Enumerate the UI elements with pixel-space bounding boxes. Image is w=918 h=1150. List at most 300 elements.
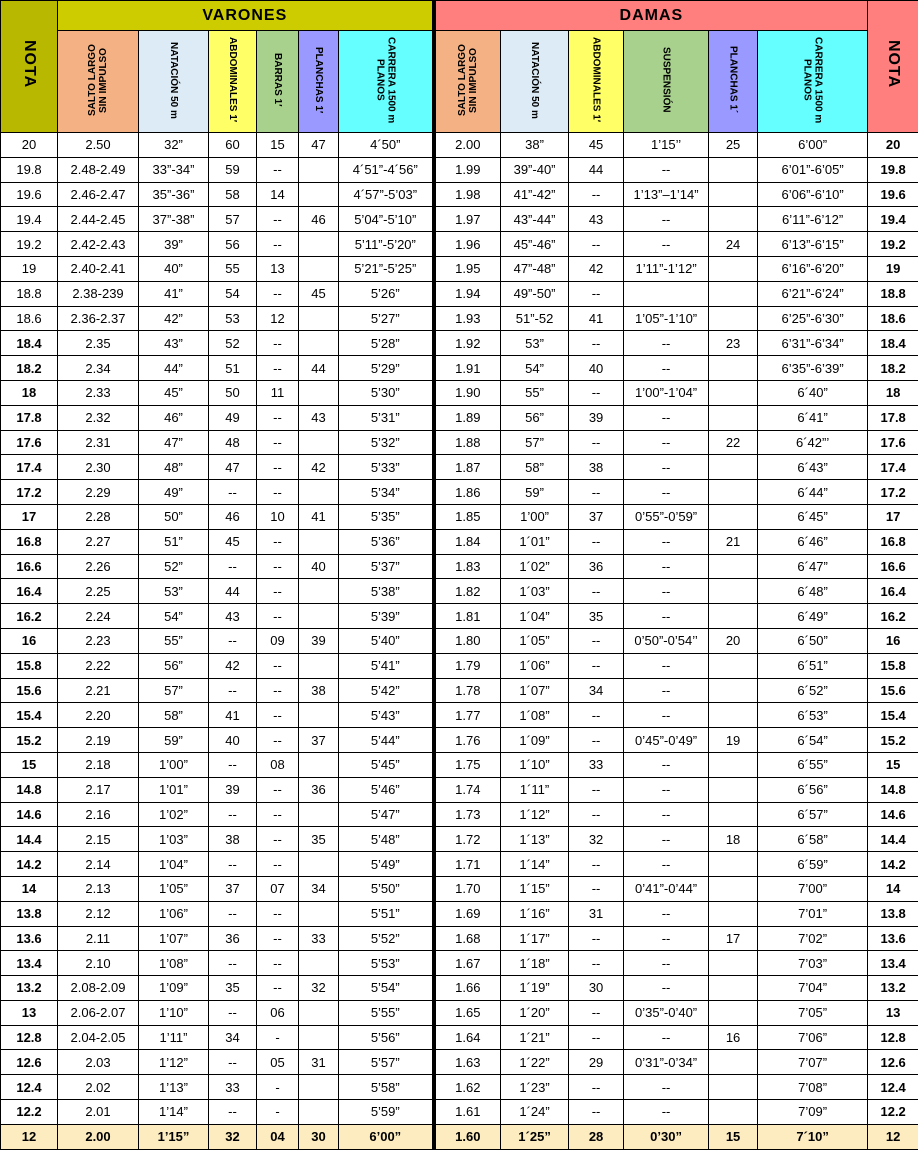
table-cell xyxy=(709,455,758,480)
table-cell: 2.42-2.43 xyxy=(58,232,139,257)
table-cell: 1´25” xyxy=(501,1124,569,1149)
nota-cell: 17.2 xyxy=(868,480,918,505)
table-cell: -- xyxy=(209,678,257,703)
table-cell: 1´18” xyxy=(501,951,569,976)
table-cell xyxy=(709,405,758,430)
table-cell: -- xyxy=(569,653,624,678)
varones-header: VARONES xyxy=(58,1,434,31)
table-cell: 2.48-2.49 xyxy=(58,157,139,182)
table-cell: 2.14 xyxy=(58,852,139,877)
nota-cell: 14 xyxy=(868,876,918,901)
table-cell: 6´45” xyxy=(758,504,868,529)
table-cell xyxy=(299,157,339,182)
nota-cell: 15.4 xyxy=(1,703,58,728)
table-cell: 04 xyxy=(257,1124,299,1149)
table-cell: -- xyxy=(569,1000,624,1025)
table-cell: 2.17 xyxy=(58,777,139,802)
table-cell xyxy=(624,281,709,306)
table-cell: 5’35” xyxy=(339,504,434,529)
table-cell: 1’15” xyxy=(139,1124,209,1149)
table-cell: 39 xyxy=(569,405,624,430)
nota-cell: 14.4 xyxy=(868,827,918,852)
table-cell: -- xyxy=(624,827,709,852)
nota-cell: 17.8 xyxy=(868,405,918,430)
table-cell: 2.16 xyxy=(58,802,139,827)
table-cell: 2.28 xyxy=(58,504,139,529)
table-cell: -- xyxy=(624,852,709,877)
nota-cell: 17 xyxy=(868,504,918,529)
nota-cell: 12.8 xyxy=(1,1025,58,1050)
table-cell: 31 xyxy=(569,901,624,926)
table-cell: 58” xyxy=(501,455,569,480)
table-cell: 2.06-2.07 xyxy=(58,1000,139,1025)
col-v-abdominales: ABDOMINALES 1′ xyxy=(209,31,257,133)
nota-cell: 13.6 xyxy=(868,926,918,951)
table-cell: 44” xyxy=(139,356,209,381)
table-cell: 19 xyxy=(709,728,758,753)
table-cell: 1.75 xyxy=(434,752,501,777)
table-cell: 2.40-2.41 xyxy=(58,256,139,281)
nota-cell: 14.6 xyxy=(868,802,918,827)
table-cell: 53 xyxy=(209,306,257,331)
table-cell xyxy=(709,480,758,505)
table-cell: -- xyxy=(257,331,299,356)
table-cell: 6’35”-6’39” xyxy=(758,356,868,381)
table-row xyxy=(1,455,918,480)
table-cell: 7’05” xyxy=(758,1000,868,1025)
table-cell: 40 xyxy=(569,356,624,381)
table-cell: 49” xyxy=(139,480,209,505)
nota-cell: 19.8 xyxy=(868,157,918,182)
table-cell xyxy=(299,604,339,629)
table-cell: 2.30 xyxy=(58,455,139,480)
table-row xyxy=(1,827,918,852)
nota-cell: 15.6 xyxy=(1,678,58,703)
table-cell: 49”-50” xyxy=(501,281,569,306)
table-cell: 2.38-239 xyxy=(58,281,139,306)
table-cell: 51”-52 xyxy=(501,306,569,331)
table-cell: 46 xyxy=(209,504,257,529)
table-cell: -- xyxy=(624,976,709,1001)
table-row xyxy=(1,926,918,951)
table-cell: 35 xyxy=(569,604,624,629)
table-cell: 7’06” xyxy=(758,1025,868,1050)
col-v-barras: BARRAS 1′ xyxy=(257,31,299,133)
table-cell: -- xyxy=(569,331,624,356)
table-cell: 1.64 xyxy=(434,1025,501,1050)
nota-cell: 17.6 xyxy=(1,430,58,455)
table-cell: -- xyxy=(257,480,299,505)
table-cell: -- xyxy=(569,728,624,753)
table-cell: 1´12” xyxy=(501,802,569,827)
table-cell: 35 xyxy=(299,827,339,852)
table-cell: 43 xyxy=(299,405,339,430)
table-cell: 1.90 xyxy=(434,380,501,405)
table-cell xyxy=(299,802,339,827)
nota-cell: 12.2 xyxy=(1,1100,58,1125)
table-cell: 1.85 xyxy=(434,504,501,529)
table-cell: 30 xyxy=(299,1124,339,1149)
table-row xyxy=(1,182,918,207)
nota-cell: 19.4 xyxy=(868,207,918,232)
table-row xyxy=(1,380,918,405)
table-cell: 33 xyxy=(569,752,624,777)
table-cell: -- xyxy=(257,232,299,257)
table-cell: 36 xyxy=(209,926,257,951)
table-cell: 43” xyxy=(139,331,209,356)
table-cell xyxy=(709,604,758,629)
nota-cell: 13.2 xyxy=(868,976,918,1001)
table-cell xyxy=(299,306,339,331)
table-cell: 5’21”-5’25” xyxy=(339,256,434,281)
table-cell: 1’00” xyxy=(139,752,209,777)
table-cell: -- xyxy=(624,604,709,629)
table-cell: 58 xyxy=(209,182,257,207)
table-cell: -- xyxy=(624,1075,709,1100)
table-cell: -- xyxy=(624,901,709,926)
table-cell: 25 xyxy=(709,133,758,158)
table-cell: 7’03” xyxy=(758,951,868,976)
table-cell: 2.36-2.37 xyxy=(58,306,139,331)
nota-cell: 15.8 xyxy=(1,653,58,678)
table-cell xyxy=(709,1075,758,1100)
table-cell: 14 xyxy=(257,182,299,207)
table-cell: 6´46” xyxy=(758,529,868,554)
table-cell: -- xyxy=(569,380,624,405)
table-cell: 15 xyxy=(257,133,299,158)
nota-cell: 13.8 xyxy=(868,901,918,926)
table-cell: 2.04-2.05 xyxy=(58,1025,139,1050)
table-cell: 5’32” xyxy=(339,430,434,455)
nota-cell: 19.2 xyxy=(1,232,58,257)
nota-cell: 14 xyxy=(1,876,58,901)
nota-cell: 18.8 xyxy=(868,281,918,306)
nota-cell: 12.2 xyxy=(868,1100,918,1125)
table-cell: 39 xyxy=(299,628,339,653)
table-cell xyxy=(299,752,339,777)
table-cell: 4´50” xyxy=(339,133,434,158)
table-cell: 1.74 xyxy=(434,777,501,802)
table-cell xyxy=(299,232,339,257)
table-row xyxy=(1,752,918,777)
table-cell: 38 xyxy=(299,678,339,703)
table-cell xyxy=(299,480,339,505)
table-cell: 2.12 xyxy=(58,901,139,926)
nota-cell: 15 xyxy=(868,752,918,777)
table-cell: -- xyxy=(209,752,257,777)
table-cell: 1’06” xyxy=(139,901,209,926)
nota-cell: 18.2 xyxy=(1,356,58,381)
table-cell: 43”-44” xyxy=(501,207,569,232)
table-cell: 5’52” xyxy=(339,926,434,951)
table-row xyxy=(1,1100,918,1125)
table-cell: 54 xyxy=(209,281,257,306)
table-cell: 6’01”-6’05” xyxy=(758,157,868,182)
table-cell: 41 xyxy=(299,504,339,529)
nota-cell: 16.8 xyxy=(1,529,58,554)
nota-cell: 18.4 xyxy=(868,331,918,356)
table-cell: -- xyxy=(209,901,257,926)
table-cell xyxy=(709,207,758,232)
table-cell: 50” xyxy=(139,504,209,529)
table-cell: 1´21” xyxy=(501,1025,569,1050)
table-cell: -- xyxy=(624,802,709,827)
table-cell: 56” xyxy=(139,653,209,678)
table-cell: 6´56” xyxy=(758,777,868,802)
table-cell: 5’57” xyxy=(339,1050,434,1075)
nota-cell: 12 xyxy=(868,1124,918,1149)
table-cell: -- xyxy=(257,579,299,604)
table-cell: -- xyxy=(624,951,709,976)
table-row xyxy=(1,703,918,728)
table-cell: 45”-46” xyxy=(501,232,569,257)
table-cell: 1.78 xyxy=(434,678,501,703)
table-cell: 10 xyxy=(257,504,299,529)
table-cell: 5’41” xyxy=(339,653,434,678)
table-cell: 2.10 xyxy=(58,951,139,976)
table-cell: 1´07” xyxy=(501,678,569,703)
table-cell: 2.26 xyxy=(58,554,139,579)
table-cell: 23 xyxy=(709,331,758,356)
table-cell: -- xyxy=(257,703,299,728)
table-cell: 20 xyxy=(709,628,758,653)
table-cell: 30 xyxy=(569,976,624,1001)
table-cell: 1.72 xyxy=(434,827,501,852)
table-cell: 55 xyxy=(209,256,257,281)
table-cell: 1´19” xyxy=(501,976,569,1001)
table-cell: 2.44-2.45 xyxy=(58,207,139,232)
table-cell xyxy=(709,356,758,381)
table-cell: 1´22” xyxy=(501,1050,569,1075)
table-cell: -- xyxy=(569,703,624,728)
table-cell: 37 xyxy=(209,876,257,901)
table-row xyxy=(1,951,918,976)
table-cell: 5’45” xyxy=(339,752,434,777)
nota-cell: 16.6 xyxy=(1,554,58,579)
table-cell: -- xyxy=(209,852,257,877)
table-cell: 1’11” xyxy=(139,1025,209,1050)
col-d-salto: SALTO LARGO SIN IMPULSO xyxy=(434,31,501,133)
table-cell: 6’25”-6’30” xyxy=(758,306,868,331)
table-cell: 49 xyxy=(209,405,257,430)
table-cell: 17 xyxy=(709,926,758,951)
nota-cell: 19.8 xyxy=(1,157,58,182)
nota-cell: 16.2 xyxy=(868,604,918,629)
table-cell: 1.88 xyxy=(434,430,501,455)
table-cell xyxy=(709,554,758,579)
table-cell: 5’38” xyxy=(339,579,434,604)
col-v-natacion: NATACIÓN 50 m xyxy=(139,31,209,133)
table-cell: 5’49” xyxy=(339,852,434,877)
nota-cell: 13.2 xyxy=(1,976,58,1001)
table-cell: 1.87 xyxy=(434,455,501,480)
table-cell: 48 xyxy=(209,430,257,455)
table-cell: 46” xyxy=(139,405,209,430)
nota-cell: 16 xyxy=(868,628,918,653)
table-cell: 2.21 xyxy=(58,678,139,703)
table-cell: 24 xyxy=(709,232,758,257)
nota-cell: 16.2 xyxy=(1,604,58,629)
table-cell: 6´49” xyxy=(758,604,868,629)
nota-header-left: NOTA xyxy=(1,1,58,133)
table-cell: 41”-42” xyxy=(501,182,569,207)
table-cell xyxy=(709,976,758,1001)
table-cell: -- xyxy=(569,579,624,604)
table-cell: 6´53” xyxy=(758,703,868,728)
table-cell: 1.70 xyxy=(434,876,501,901)
table-cell: 5’59” xyxy=(339,1100,434,1125)
table-cell: -- xyxy=(209,480,257,505)
table-cell: 1.61 xyxy=(434,1100,501,1125)
table-cell: -- xyxy=(257,802,299,827)
table-cell: 45 xyxy=(299,281,339,306)
table-row xyxy=(1,157,918,182)
table-cell: 5’11”-5’20” xyxy=(339,232,434,257)
table-cell xyxy=(709,504,758,529)
table-cell: -- xyxy=(624,207,709,232)
table-cell: 34 xyxy=(569,678,624,703)
table-cell: 50 xyxy=(209,380,257,405)
table-cell: 2.13 xyxy=(58,876,139,901)
table-row xyxy=(1,133,918,158)
table-row xyxy=(1,901,918,926)
table-cell: 13 xyxy=(257,256,299,281)
table-cell: -- xyxy=(624,1100,709,1125)
table-cell xyxy=(299,430,339,455)
table-cell: 37”-38” xyxy=(139,207,209,232)
table-cell: 5’54” xyxy=(339,976,434,1001)
table-cell xyxy=(709,256,758,281)
table-cell: 41 xyxy=(569,306,624,331)
table-cell: 37 xyxy=(569,504,624,529)
table-cell: 11 xyxy=(257,380,299,405)
table-cell: -- xyxy=(569,926,624,951)
table-cell: 0’31”-0’34” xyxy=(624,1050,709,1075)
nota-cell: 12 xyxy=(1,1124,58,1149)
table-cell xyxy=(709,157,758,182)
table-row xyxy=(1,976,918,1001)
table-cell: 2.08-2.09 xyxy=(58,976,139,1001)
table-cell xyxy=(709,703,758,728)
table-cell xyxy=(709,777,758,802)
table-cell: 5’50” xyxy=(339,876,434,901)
table-cell xyxy=(299,901,339,926)
table-cell: 5’42” xyxy=(339,678,434,703)
table-cell: 12 xyxy=(257,306,299,331)
table-cell: 1.80 xyxy=(434,628,501,653)
table-cell: 1.96 xyxy=(434,232,501,257)
table-cell: 6´44” xyxy=(758,480,868,505)
table-cell: 6’16”-6’20” xyxy=(758,256,868,281)
table-cell: -- xyxy=(624,579,709,604)
table-cell: 0’35”-0’40” xyxy=(624,1000,709,1025)
nota-cell: 16.4 xyxy=(868,579,918,604)
table-cell: 6’21”-6’24” xyxy=(758,281,868,306)
table-cell: -- xyxy=(624,430,709,455)
table-cell: 2.34 xyxy=(58,356,139,381)
table-cell: 38 xyxy=(569,455,624,480)
nota-cell: 18 xyxy=(1,380,58,405)
table-cell: -- xyxy=(569,480,624,505)
table-cell: 1.98 xyxy=(434,182,501,207)
table-cell: 1´10” xyxy=(501,752,569,777)
table-cell: -- xyxy=(624,455,709,480)
table-cell xyxy=(709,306,758,331)
table-cell: -- xyxy=(257,207,299,232)
table-row xyxy=(1,281,918,306)
table-cell: -- xyxy=(624,554,709,579)
table-cell: 52 xyxy=(209,331,257,356)
table-cell: 2.02 xyxy=(58,1075,139,1100)
table-cell: 1.89 xyxy=(434,405,501,430)
table-cell: 1’08” xyxy=(139,951,209,976)
damas-header: DAMAS xyxy=(434,1,868,31)
table-cell: -- xyxy=(209,628,257,653)
nota-cell: 12.6 xyxy=(868,1050,918,1075)
nota-cell: 19.6 xyxy=(868,182,918,207)
table-cell: 1.76 xyxy=(434,728,501,753)
table-cell: 59” xyxy=(501,480,569,505)
table-cell: 7’04” xyxy=(758,976,868,1001)
table-cell: 7’02” xyxy=(758,926,868,951)
table-cell: 1’09” xyxy=(139,976,209,1001)
table-cell: 1’13” xyxy=(139,1075,209,1100)
table-cell: 7’08” xyxy=(758,1075,868,1100)
table-cell: 1´09” xyxy=(501,728,569,753)
table-cell: 42 xyxy=(569,256,624,281)
table-row xyxy=(1,430,918,455)
table-cell: 43 xyxy=(209,604,257,629)
table-cell: 5’30” xyxy=(339,380,434,405)
nota-cell: 13.8 xyxy=(1,901,58,926)
table-cell: -- xyxy=(569,628,624,653)
table-cell: 48” xyxy=(139,455,209,480)
table-row xyxy=(1,232,918,257)
table-cell: 1´13” xyxy=(501,827,569,852)
table-cell: 55” xyxy=(139,628,209,653)
table-cell: 2.46-2.47 xyxy=(58,182,139,207)
table-cell: 0’45”-0’49” xyxy=(624,728,709,753)
table-cell: 5’28” xyxy=(339,331,434,356)
table-row xyxy=(1,728,918,753)
table-cell: 2.24 xyxy=(58,604,139,629)
table-cell: 16 xyxy=(709,1025,758,1050)
table-cell: 2.00 xyxy=(434,133,501,158)
nota-cell: 14.2 xyxy=(1,852,58,877)
table-cell xyxy=(299,256,339,281)
table-cell: 5’53” xyxy=(339,951,434,976)
table-cell xyxy=(299,529,339,554)
nota-cell: 19 xyxy=(868,256,918,281)
table-cell: 5’47” xyxy=(339,802,434,827)
col-d-carrera: CARRERA 1500 m PLANOS xyxy=(758,31,868,133)
nota-cell: 14.6 xyxy=(1,802,58,827)
table-cell: 1.69 xyxy=(434,901,501,926)
nota-cell: 15.2 xyxy=(1,728,58,753)
nota-cell: 17.4 xyxy=(868,455,918,480)
table-cell: 5’43” xyxy=(339,703,434,728)
table-cell: -- xyxy=(569,1100,624,1125)
table-cell: 37 xyxy=(299,728,339,753)
table-cell: -- xyxy=(257,529,299,554)
nota-cell: 12.4 xyxy=(1,1075,58,1100)
table-cell: 36 xyxy=(569,554,624,579)
table-cell: 47 xyxy=(299,133,339,158)
table-cell: 28 xyxy=(569,1124,624,1149)
nota-cell: 16.4 xyxy=(1,579,58,604)
table-cell: -- xyxy=(257,405,299,430)
table-cell: 1´04” xyxy=(501,604,569,629)
